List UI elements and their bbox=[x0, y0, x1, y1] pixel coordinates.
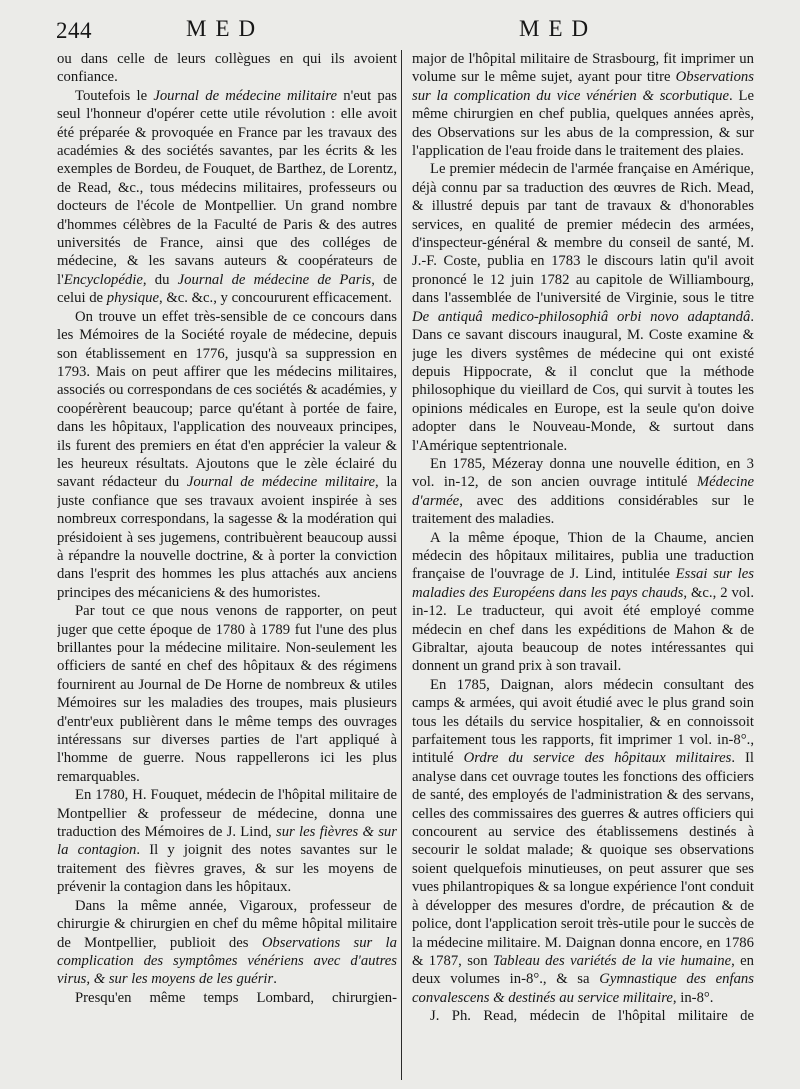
paragraph bbox=[57, 308, 397, 603]
italic-title: Ordre du service des hôpitaux militaires bbox=[463, 750, 732, 767]
text-run: J. Ph. Read, médecin de l'hôpital militaire de bbox=[430, 1008, 754, 1025]
text-run: , la juste confiance que ses travaux avoient inspirée à ses nombreux correspondans, la sagesse & la modération qui présidoient à ses jugemens, contribuèrent beaucoup aussi à répandre la nouvelle doctrine, & à porter la conviction dans l'esprit des hommes les plus attachés aux anciens principes des mécaniciens & des humoristes. bbox=[57, 474, 397, 601]
text-run: On trouve un effet très-sensible de ce concours dans les Mémoires de la Société royale de médecine, depuis son établissement en 1776, jusqu'à sa suppression en 1793. Mais on peut affirer que les médecins militaires, associés ou correspondans de ces sociétés & académies, y coopérèrent beaucoup; parce qu'étant à portée de faire, dans les hôpitaux, l'application des nouveaux principes, ils furent des premiers en état d'en apprécier la valeur & les heureux résultats. Ajoutons que le zèle éclairé du savant rédacteur du bbox=[57, 308, 397, 491]
italic-title: Observations sur la complication du vice vénérien & scorbutique bbox=[412, 69, 754, 104]
text-run: Dans la même année, Vigaroux, professeur de chirurgie & chirurgien en chef du même hôpital militaire de Montpellier, publioit des bbox=[57, 897, 397, 951]
continued-paragraph bbox=[412, 50, 754, 160]
paragraph bbox=[57, 786, 397, 896]
text-run: En 1785, Daignan, alors médecin consultant des camps & armées, qui avoit étudié avec le plus grand soin tous les détails du service hospitalier, & en connoissoit parfaitement tous les rapports, fit imprimer 1 vol. in-8°., intitulé bbox=[412, 676, 754, 767]
running-head-right: MED bbox=[519, 16, 598, 41]
paragraph bbox=[412, 455, 754, 529]
text-run: A la même époque, Thion de la Chaume, ancien médecin des hôpitaux militaires, publia une traduction française de l'ouvrage de J. Lind, intitulée bbox=[412, 529, 754, 583]
italic-title: physique bbox=[106, 290, 159, 307]
italic-title: Journal de médecine de Paris bbox=[177, 271, 372, 288]
italic-title: Journal de médecine militaire bbox=[153, 87, 338, 104]
right-column bbox=[412, 50, 754, 1080]
text-run: ou dans celle de leurs collègues en qui ils avoient confiance. bbox=[57, 51, 397, 86]
paragraph bbox=[57, 602, 397, 786]
paragraph bbox=[412, 676, 754, 1007]
paragraph bbox=[57, 87, 397, 308]
text-run: , avec des additions considérables sur le traitement des maladies. bbox=[412, 492, 754, 528]
page-number: 244 bbox=[56, 18, 92, 43]
text-run: , du bbox=[142, 271, 178, 288]
text-run: , &c., 2 vol. in-12. Le traducteur, qui avoit été employé comme médecin en chef dans les expéditions de Mahon & de Gibraltar, ajouta beaucoup de notes intéressantes qui donnent un grand prix à son travail. bbox=[412, 584, 754, 675]
text-run: En 1785, Mézeray donna une nouvelle édition, en 3 vol. in-12, de son ancien ouvrage intitulé bbox=[412, 455, 754, 491]
text-run: n'eut pas seul l'honneur d'opérer cette utile révolution : elle avoit été préparée & provoquée en France par les travaux des académies & des sociétés savantes, par les écrits & les exemples de Bordeu, de Fouquet, de Barthez, de Lorentz, de Read, &c., tous médecins militaires, professeurs ou docteurs de l'école de Montpellier. Un grand nombre d'hommes célèbres de la Faculté de Paris & des autres universités de France, ainsi que des colléges de médecine, & les savans auteurs & coopérateurs de l' bbox=[57, 87, 397, 288]
italic-title: Encyclopédie bbox=[63, 271, 143, 288]
text-run: Le premier médecin de l'armée française en Amérique, déjà connu par sa traduction des œuvres de Rich. Mead, & illustré depuis par tant de travaux & d'honorables services, en qualité de premier médecin des armées, d'inspecteur-général & membre du conseil de santé, M. J.-F. Coste, publia en 1783 le discours latin qu'il avoit prononcé le 12 juin 1782 au capitole de Williambourg, dans l'assemblée de l'université de Virginie, sous le titre bbox=[412, 161, 754, 307]
text-run: . Dans ce savant discours inaugural, M. Coste examine & juge les divers systêmes de médecine qui ont existé depuis Hippocrate, & il conclut que la méthode philosophique du vieillard de Cos, qui survit à toutes les opinions médicales en Europe, est la seule qu'on doive adopter dans le Nouveau-Monde, & surtout dans l'Amérique septentrionale. bbox=[412, 308, 754, 454]
paragraph bbox=[412, 1007, 754, 1025]
left-column bbox=[57, 50, 397, 1080]
text-run: , de celui de bbox=[57, 271, 397, 307]
text-run: , &c. &c., y concoururent efficacement. bbox=[158, 290, 392, 307]
italic-title: Médecine d'armée bbox=[412, 474, 754, 509]
text-run: . bbox=[273, 971, 277, 988]
italic-title: Tableau des variétés de la vie humaine bbox=[493, 952, 732, 969]
running-head-left: MED bbox=[186, 16, 265, 41]
text-run: , in-8°. bbox=[672, 989, 714, 1006]
italic-title: De antiquâ medico-philosophiâ orbi novo adaptandâ bbox=[412, 308, 751, 325]
paragraph bbox=[57, 897, 397, 989]
text-run: Presqu'en même temps Lombard, chirurgien- bbox=[75, 989, 397, 1006]
text-run: Par tout ce que nous venons de rapporter, on peut juger que cette époque de 1780 à 1789 fut l'une des plus brillantes pour la médecine militaire. Non-seulement les officiers de santé en chef des hôpitaux & des régimens fournirent au Journal de De Horne de nombreux & utiles Mémoires sur les maladies des troupes, mais plusieurs d'entr'eux publièrent dans le même temps des ouvrages intéressans sur diverses parties de l'art appliqué à l'homme de guerre. Nous rappellerons ici les plus remarquables. bbox=[57, 603, 397, 785]
text-run: Toutefois le bbox=[75, 87, 154, 104]
text-run: major de l'hôpital militaire de Strasbourg, fit imprimer un volume sur le même sujet, ayant pour titre bbox=[412, 51, 754, 86]
column-divider bbox=[401, 50, 402, 1080]
italic-title: Gymnastique des enfans convalescens & destinés au service militaire bbox=[412, 971, 754, 1006]
text-run: , en deux volumes in-8°., & sa bbox=[412, 952, 754, 988]
text-run: . Il y joignit des notes savantes sur le traitement des fièvres graves, & sur les moyens de prévenir la contagion dans les hôpitaux. bbox=[57, 842, 397, 896]
continued-paragraph bbox=[57, 50, 397, 87]
italic-title: Essai sur les maladies des Européens dans les pays chauds bbox=[412, 566, 754, 601]
paragraph bbox=[412, 160, 754, 455]
italic-title: Observations sur la complication des symptômes vénériens avec d'autres virus, & sur les moyens de les guérir bbox=[57, 934, 397, 988]
paragraph bbox=[57, 989, 397, 1007]
paragraph bbox=[412, 529, 754, 676]
italic-title: sur les fièvres & sur la contagion bbox=[57, 824, 397, 859]
text-run: . Il analyse dans cet ouvrage toutes les fonctions des officiers de santé, des employés de l'administration & des servans, celles des commissaires des guerres & autres officiers qui concourent au service des établissemens destinés à secourir le soldat malade; & quoique ses observations soient quelquefois minutieuses, on peut assurer que ses vues philantropiques & sa longue expérience l'ont conduit à développer des mesures d'ordre, de précaution & de police, dont l'application seroit très-utile pour le succès de la médecine militaire. M. Daignan donna encore, en 1786 & 1787, son bbox=[412, 750, 754, 969]
text-run: . Le même chirurgien en chef publia, quelques années après, des Observations sur les abus de la compression, & sur l'application de l'eau froide dans le traitement des plaies. bbox=[412, 87, 754, 160]
text-run: En 1780, H. Fouquet, médecin de l'hôpital militaire de Montpellier & professeur de médecine, donna une traduction des Mémoires de J. Lind, bbox=[57, 787, 397, 841]
italic-title: Journal de médecine militaire bbox=[186, 474, 376, 491]
